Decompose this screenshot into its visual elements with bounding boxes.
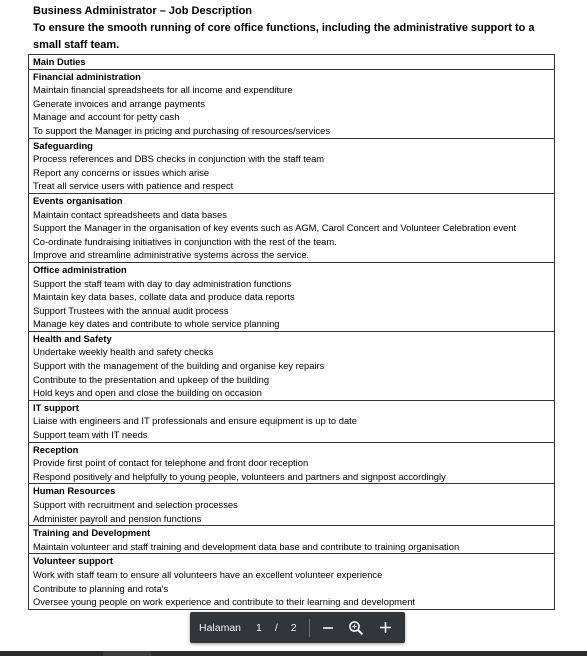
section-row	[29, 193, 555, 262]
scroll-thumb[interactable]	[103, 651, 151, 656]
section-heading: Volunteer support	[33, 555, 114, 567]
duty-item: Administer payroll and pension functions	[33, 512, 202, 524]
duty-item: Maintain volunteer and staff training and development data base and contribute to training organisation	[33, 540, 460, 552]
duty-item: Respond positively and helpfully to young people, volunteers and partners and signpost accordingly	[33, 470, 446, 482]
section-heading: Health and Safety	[33, 332, 112, 344]
section-heading: IT support	[33, 401, 79, 413]
toolbar-divider	[309, 619, 310, 637]
section-heading: Financial administration	[33, 70, 141, 82]
duty-item: To support the Manager in pricing and purchasing of resources/services	[33, 124, 331, 136]
section-row	[29, 554, 555, 609]
duties-table	[28, 54, 555, 610]
section-heading: Office administration	[33, 263, 127, 275]
duty-item: Support team with IT needs	[33, 429, 148, 441]
section-cell	[29, 262, 555, 331]
section-heading: Training and Development	[33, 527, 151, 539]
plus-icon[interactable]	[374, 616, 398, 640]
section-cell	[29, 484, 555, 526]
duty-item: Report any concerns or issues which arise	[33, 166, 210, 178]
document-subtitle: To ensure the smooth running of core office functions, including the administrative support to a small staff team.	[33, 22, 535, 51]
duty-item: Process references and DBS checks in conjunction with the staff team	[33, 153, 325, 165]
duty-item: Contribute to the presentation and upkeep of the building	[33, 373, 270, 385]
duty-item: Maintain key data bases, collate data and produce data reports	[33, 291, 295, 303]
current-page-input[interactable]: 1	[256, 621, 262, 634]
duty-item: Manage key dates and contribute to whole service planning	[33, 318, 280, 330]
section-row	[29, 442, 555, 484]
section-heading: Safeguarding	[33, 139, 93, 151]
duty-item: Contribute to planning and rota's	[33, 582, 169, 594]
section-cell	[29, 526, 555, 554]
duty-item: Hold keys and open and close the building on occasion	[33, 387, 262, 399]
table-header: Main Duties	[29, 55, 555, 70]
duty-item: Maintain financial spreadsheets for all income and expenditure	[33, 84, 293, 96]
duty-item: Improve and streamline administrative systems across the service.	[33, 249, 310, 261]
duty-item: Maintain contact spreadsheets and data bases	[33, 208, 227, 220]
minus-icon[interactable]	[316, 616, 340, 640]
duty-item: Oversee young people on work experience and contribute to their learning and development	[33, 596, 416, 608]
table-header-row	[29, 55, 555, 70]
section-heading: Events organisation	[33, 194, 123, 206]
section-row	[29, 331, 555, 400]
total-pages: 2	[290, 621, 297, 634]
section-cell	[29, 331, 555, 400]
section-cell	[29, 400, 555, 442]
section-cell	[29, 138, 555, 193]
section-row	[29, 484, 555, 526]
duty-item: Liaise with engineers and IT professionals and ensure equipment is up to date	[33, 415, 357, 427]
duty-item: Support with recruitment and selection processes	[33, 499, 238, 510]
duty-item: Manage and account for petty cash	[33, 111, 180, 123]
duty-item: Undertake weekly health and safety checks	[33, 346, 214, 358]
section-heading: Human Resources	[33, 485, 116, 497]
section-cell	[29, 442, 555, 484]
section-row	[29, 262, 555, 331]
pdf-page-toolbar	[190, 612, 405, 643]
section-cell	[29, 554, 555, 609]
section-heading: Reception	[33, 443, 79, 455]
duty-item: Treat all service users with patience and respect	[33, 180, 234, 192]
duty-item: Co-ordinate fundraising initiatives in conjunction with the rest of the team.	[33, 235, 337, 247]
document-title: Business Administrator – Job Description	[33, 5, 253, 17]
section-row	[29, 138, 555, 193]
bottom-scroll-bar[interactable]	[0, 651, 587, 656]
duty-item: Provide first point of contact for telephone and front door reception	[33, 457, 309, 469]
section-cell	[29, 69, 555, 138]
page-label: Halaman	[199, 621, 242, 634]
section-row	[29, 400, 555, 442]
duty-item: Support the Manager in the organisation of key events such as AGM, Carol Concert and Volunteer Celebration event	[33, 222, 517, 234]
zoom-magnifier-icon[interactable]	[344, 616, 368, 640]
duty-item: Generate invoices and arrange payments	[33, 97, 205, 109]
duty-item: Support with the management of the building and organise key repairs	[33, 360, 325, 372]
duty-item: Work with staff team to ensure all volunteers have an excellent volunteer experience	[33, 568, 383, 580]
duty-item: Support the staff team with day to day administration functions	[33, 277, 292, 289]
section-cell	[29, 193, 555, 262]
section-row	[29, 526, 555, 554]
duty-item: Support Trustees with the annual audit process	[33, 304, 229, 316]
page-separator: /	[274, 621, 278, 634]
section-row	[29, 69, 555, 138]
